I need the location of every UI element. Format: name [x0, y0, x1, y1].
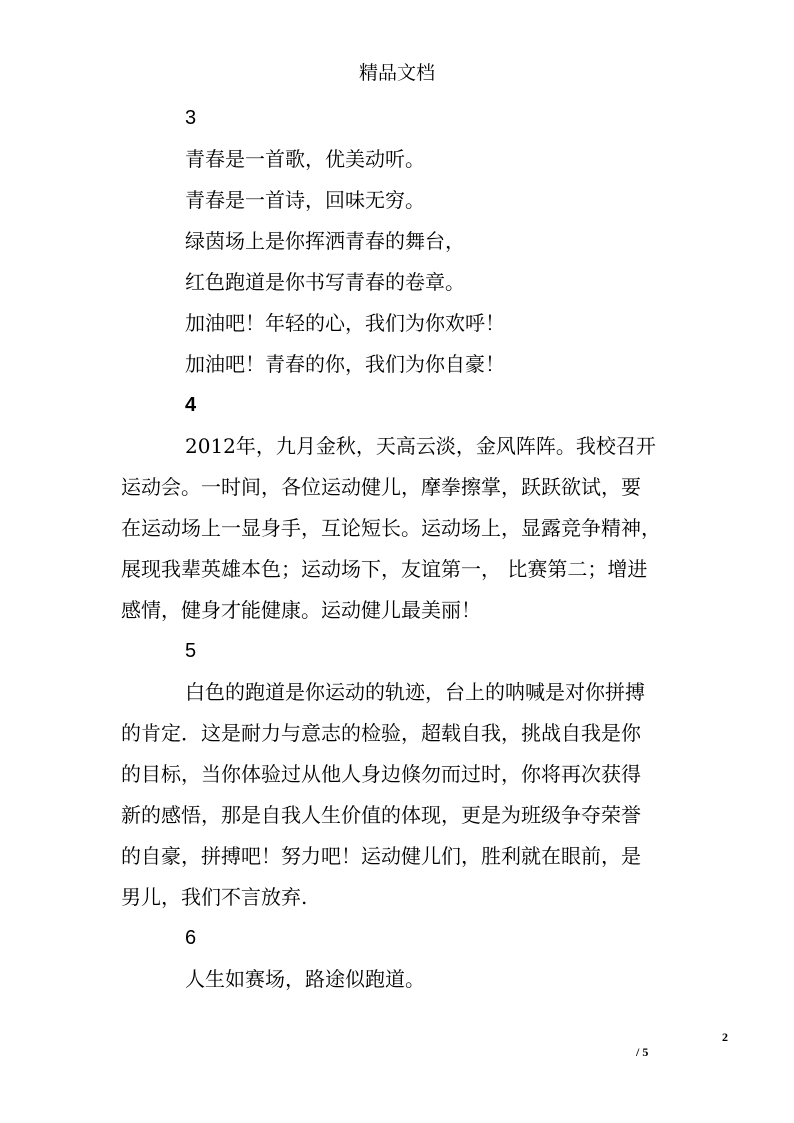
page-number: 2 — [722, 1030, 728, 1044]
verse-line: 红色跑道是你书写青春的卷章。 — [185, 270, 465, 294]
paragraph-text: 白色的跑道是你运动的轨迹，台上的呐喊是对你拼搏 — [185, 680, 645, 704]
paragraph-line: 男儿，我们不言放弃. — [121, 885, 308, 909]
page-header-title: 精品文档 — [358, 62, 435, 84]
paragraph-line: 的肯定．这是耐力与意志的检验，超载自我，挑战自我是你 — [121, 721, 641, 745]
paragraph-line: 的目标，当你体验过从他人身边倏勿而过时，你将再次获得 — [121, 762, 641, 786]
paragraph-line: 的自豪，拼搏吧！努力吧！运动健儿们，胜利就在眼前，是 — [121, 844, 641, 868]
verse-line: 人生如赛场，路途似跑道。 — [185, 967, 425, 991]
paragraph-line: 新的感悟，那是自我人生价值的体现，更是为班级争夺荣誉 — [121, 803, 641, 827]
paragraph-text: 2012年，九月金秋，天高云淡，金风阵阵。我校召开 — [185, 434, 656, 458]
paragraph-line: 在运动场上一显身手，互论短长。运动场上，显露竞争精神， — [121, 516, 661, 540]
section-number-4: 4 — [185, 394, 197, 416]
paragraph-line — [121, 426, 677, 467]
section-number-3: 3 — [185, 107, 197, 129]
paragraph-line: 运动会。一时间，各位运动健儿，摩拳擦掌，跃跃欲试，要 — [121, 475, 641, 499]
verse-line: 绿茵场上是你挥洒青春的舞台， — [185, 229, 465, 253]
page-total: / 5 — [636, 1045, 649, 1059]
paragraph-line — [121, 672, 677, 713]
verse-line: 加油吧！年轻的心，我们为你欢呼！ — [185, 311, 505, 335]
section-number-6: 6 — [185, 927, 197, 949]
verse-line: 青春是一首歌，优美动听。 — [185, 147, 425, 171]
verse-line: 加油吧！青春的你，我们为你自豪！ — [185, 352, 505, 376]
paragraph-line: 展现我辈英雄本色；运动场下，友谊第一， 比赛第二；增进 — [121, 557, 648, 581]
paragraph-line: 感情，健身才能健康。运动健儿最美丽！ — [121, 598, 481, 622]
section-number-5: 5 — [185, 640, 197, 662]
verse-line: 青春是一首诗，回味无穷。 — [185, 188, 425, 212]
document-body — [121, 98, 677, 1000]
